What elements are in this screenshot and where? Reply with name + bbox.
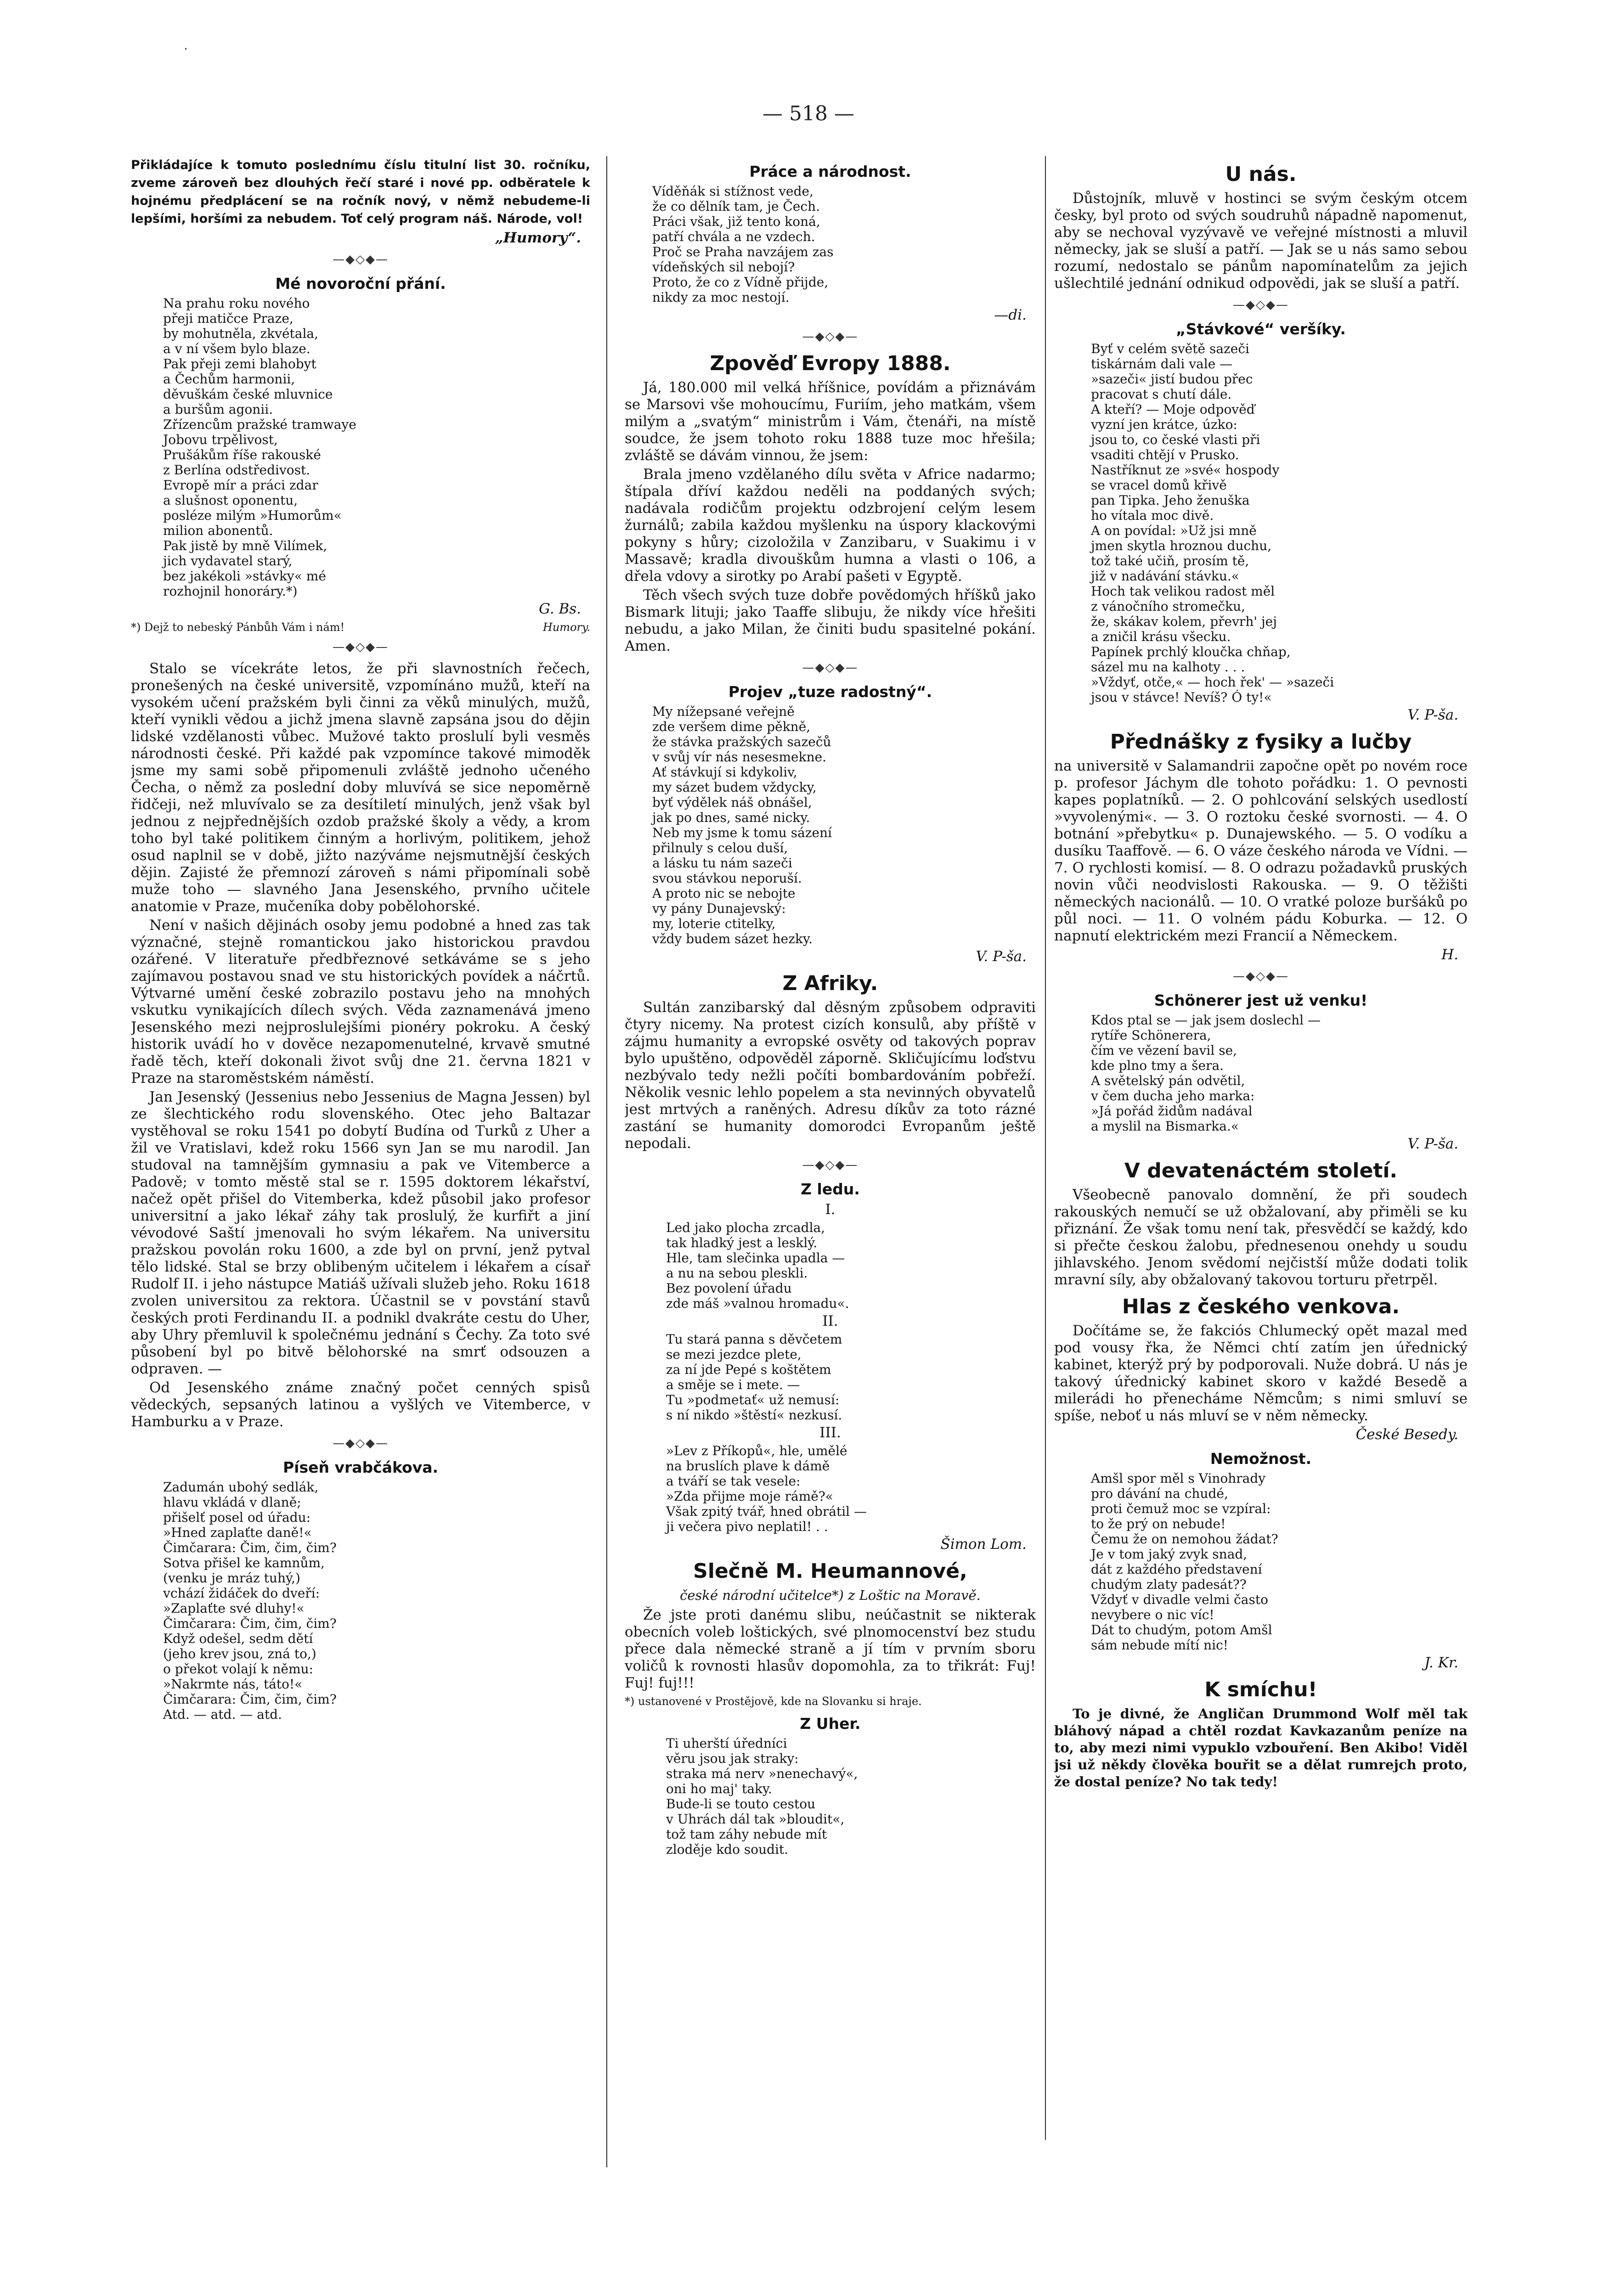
article-village: Dočítáme se, že fakciós Chlumecký opět mazal med pod vousy řka, že Němci chtí zatím jen úřednický kabinet, kterýž prý by podporovali. Nuže dobrá. U nás je takový úřednický kabinet skoro v každé Besedě a milerádi ho přenecháme Němcům; s nimi smluví se spíše, neboť u nás mluví se v něm německy. bbox=[1054, 1322, 1468, 1424]
poem-line: A světelský pán odvětil, bbox=[1091, 1073, 1245, 1088]
footnote: *) ustanovené v Prostějově, kde na Slovanku si hraje. bbox=[625, 1695, 922, 1708]
poem-line: již v nadávání stávku.« bbox=[1091, 568, 1239, 584]
article-laugh: To je divné, že Angličan Drummond Wolf měl tak bláhový nápad a chtěl rozdat Kavkazanům peníze na to, aby mezi nimi vypuklo vzbouření. Ben Akibo! Viděl jsi už někdy člověka bouřit se a dělat rumrejch proto, že dostal peníze? No tak tedy! bbox=[1054, 1706, 1468, 1790]
poem-line: vídeňských sil nebojí? bbox=[652, 259, 795, 275]
poem-line: Čemu že on nemohou žádat? bbox=[1091, 1531, 1278, 1547]
poem-line: Neb my jsme k tomu sázení bbox=[652, 825, 832, 840]
article-us: Důstojník, mluvě v hostinci se svým českým otcem česky, byl proto od svých soudruhů nápadně napomenut, aby se nechoval vyzývavě ve veřejné místnosti a mluvil německy, jak se sluší a patří. — Jak se u nás samo sebou rozumí, nedostalo se pánům napomínatelům za jejich ušlechtilé jednání odnikud odpovědi, jak se sluší a patří. bbox=[1054, 190, 1468, 292]
poem-line: z Berlína odstředivost. bbox=[163, 462, 311, 478]
poem-line: v Uhrách dál tak »bloudit«, bbox=[666, 1812, 845, 1827]
ornament-divider: —◆◇◆— bbox=[1233, 298, 1289, 312]
poem-line: a nu na sebou pleskli. bbox=[666, 1266, 808, 1281]
poem-line: Ať stávkují si kdykoliv, bbox=[652, 765, 797, 780]
poem-line: Čimčarara: Čim, čim, čim? bbox=[163, 1616, 337, 1631]
poem-line: patří chvála a ne vzdech. bbox=[652, 229, 815, 244]
poem-line: jak po dnes, samé nicky. bbox=[652, 810, 810, 825]
poem-line: tak hladký jest a lesklý. bbox=[666, 1235, 818, 1250]
poem-line: vchází židáček do dveří: bbox=[163, 1586, 320, 1601]
column-rule-right bbox=[1045, 156, 1046, 2140]
poem-line: přeji matičce Praze, bbox=[163, 311, 294, 326]
ornament-divider: —◆◇◆— bbox=[802, 1158, 858, 1172]
poem-line: bez jakékoli »stávky« mé bbox=[163, 568, 326, 584]
poem-line: »Nakrmte nás, táto!« bbox=[163, 1677, 303, 1692]
poem-line: A on povídal: »Už jsi mně bbox=[1091, 523, 1257, 538]
column-left bbox=[131, 156, 590, 2186]
poem-line: přišelť posel od úřadu: bbox=[163, 1510, 311, 1525]
poem-line: tož také učiň, prosím tě, bbox=[1091, 553, 1249, 568]
poem-hungary bbox=[666, 1736, 1036, 1857]
poem-line: Led jako plocha zrcadla, bbox=[666, 1220, 825, 1235]
poem-line: a tváří se tak vesele: bbox=[666, 1474, 801, 1489]
poem-line: hlavu vkládá v dlaně; bbox=[163, 1495, 301, 1510]
poem-ice-2 bbox=[666, 1332, 1036, 1423]
poem-line: zde veršem dime pěkně, bbox=[652, 719, 811, 734]
poem-line: Nastříknut ze »své« hospody bbox=[1091, 462, 1280, 478]
poem-line: a lásku tu nám sazeči bbox=[652, 855, 792, 871]
poem-signature: Šimon Lom. bbox=[940, 1536, 1027, 1553]
poem-new-year-wishes bbox=[163, 296, 590, 599]
article-title-hungary: Z Uher. bbox=[800, 1715, 861, 1733]
poem-line: Sotva přišel ke kamnům, bbox=[163, 1555, 325, 1570]
poem-line: s ní nikdo »štěstí« nezkusí. bbox=[666, 1407, 842, 1423]
poem-line: Hle, tam slečinka upadla — bbox=[666, 1250, 845, 1266]
poem-line: vyzní jen krátce, úzko: bbox=[1091, 417, 1237, 432]
article-title-new-year-wishes: Mé novoroční přání. bbox=[275, 275, 446, 293]
poem-ice-3 bbox=[666, 1443, 1036, 1534]
poem-line: byť výdělek náš obnášel, bbox=[652, 795, 812, 810]
footnote bbox=[131, 620, 590, 634]
article-title-ice: Z ledu. bbox=[801, 1180, 860, 1198]
article-title-sparrow-song: Píseň vrabčákova. bbox=[282, 1458, 439, 1476]
article-title-laugh: K smíchu! bbox=[1204, 1678, 1317, 1701]
poem-line: Na prahu roku nového bbox=[163, 296, 310, 311]
poem-line: věru jsou jak straky: bbox=[666, 1751, 799, 1766]
poem-line: »Zda přijme moje rámě?« bbox=[666, 1489, 833, 1504]
poem-line: pro dávání na chudé, bbox=[1091, 1486, 1228, 1501]
poem-line: to že prý on nebude! bbox=[1091, 1516, 1226, 1531]
poem-line: že stávka pražských sazečů bbox=[652, 734, 831, 749]
article-paragraph: Jan Jesenský (Jessenius nebo Jessenius de Magna Jessen) byl ze šlechtického rodu slovenského. Otec jeho Baltazar vystěhoval se roku 1541 po dobytí Budína od Turků z Uher a žil ve Vratislavi, kdež roku 1566 syn Jan se mu narodil. Jan studoval na tamnějším gymnasiu a pak ve Vitemberce a Padově; v tomto městě stal se r. 1595 doktorem lékařství, načež opět přišel do Vitemberka, kdež působil jako profesor universitní a jako lékař záhy tak proslulý, že kurfiřt a jiní vévodové Saští jmenovali ho svým lékařem. Na universitu pražskou povolán roku 1600, a zde byl on první, jenž pytval tělo lidské. Stal se brzy oblibeným učitelem i lékařem a císař Rudolf II. i jeho nástupce Matiáš užívali služeb jeho. Roku 1618 zvolen universitou za rektora. Účastnil se v povstání stavů českých proti Ferdinandu II. a podnikl dvakráte cestu do Uher, aby Uhry přemluvil k společnému jednání s Čechy. Za toto své působení byl po bitvě bělohorské na smrť odsouzen a odpraven. — bbox=[131, 1089, 590, 1377]
poem-line: pracovat s chutí dále. bbox=[1091, 387, 1232, 402]
poem-line: a myslil na Bismarka.« bbox=[1091, 1119, 1239, 1134]
poem-line: sázel mu na kalhoty . . . bbox=[1091, 659, 1245, 675]
section-number: III. bbox=[819, 1424, 841, 1441]
poem-line: My nížepsané veřejně bbox=[652, 704, 795, 719]
poem-line: rytíře Schönerera, bbox=[1091, 1028, 1211, 1043]
poem-line: Práci však, již tento koná, bbox=[652, 214, 820, 229]
poem-line: dát z každého představení bbox=[1091, 1562, 1262, 1577]
poem-line: Prušákům říše rakouské bbox=[163, 447, 321, 462]
poem-line: že co dělník tam, je Čech. bbox=[652, 199, 820, 214]
poem-line: Jobovu trpělivost, bbox=[163, 432, 278, 447]
poem-line: Když odešel, sedm dětí bbox=[163, 1631, 313, 1646]
ornament-divider: —◆◇◆— bbox=[802, 330, 858, 343]
article-title-century: V devatenáctém století. bbox=[1124, 1159, 1398, 1182]
poem-line: Bude-li se touto cestou bbox=[666, 1796, 816, 1812]
article-title-confession: Zpověď Evropy 1888. bbox=[710, 352, 951, 375]
poem-line: »Lev z Příkopů«, hle, umělé bbox=[666, 1443, 847, 1458]
ornament-divider: —◆◇◆— bbox=[1233, 969, 1289, 983]
article-paragraph: Brala jmeno vzdělaného dílu světa v Africe nadarmo; štípala dříví každou neděli na poddaných svých; nadávala rodičům projektu odzbrojení celým lesem žurnálů; zabila každou myšlenku na úspory klackovými pokyny s hůry; cizoložila v Zanzibaru, v Suakimu i v Massavě; kradla divouškům humna a vlasti o 106, a dřela vdovy a sirotky po Arabí pašeti v Egyptě. bbox=[625, 466, 1036, 585]
ornament-divider: —◆◇◆— bbox=[802, 661, 858, 675]
poem-signature: —di. bbox=[994, 307, 1027, 323]
poem-line: Vždyť v divadle velmi často bbox=[1091, 1592, 1268, 1607]
poem-line: my sázet budem vždycky, bbox=[652, 780, 817, 795]
poem-line: rozhojnil honoráry.*) bbox=[163, 584, 298, 599]
section-number: II. bbox=[822, 1313, 838, 1329]
poem-line: Atd. — atd. — atd. bbox=[163, 1707, 282, 1722]
article-century: Všeobecně panovalo domnění, že při soudech rakouských nemučí se už obžalovaní, aby přiměli se ku přiznání. Že však tomu není tak, přesvědčí se každý, kdo si přečte českou žalobu, přednesenou onehdy u soudu jihlavského. Jenom svědomí nejčistší může dodati tolik mravní síly, aby obžalovaný takovou torturu přetrpěl. bbox=[1054, 1187, 1468, 1288]
ornament-divider: —◆◇◆— bbox=[333, 253, 389, 266]
article-title-impossibility: Nemožnost. bbox=[1210, 1450, 1312, 1468]
poem-line: milion abonentů. bbox=[163, 523, 273, 538]
poem-line: Byť v celém světě sazeči bbox=[1091, 341, 1249, 356]
poem-line: vsaditi chtějí v Prusko. bbox=[1091, 447, 1239, 462]
article-paragraph: Není v našich dějinách osoby jemu podobné a hned zas tak význačné, stejně romantickou jako historickou pravdou ozářené. V literatuře předbřeznové setkáváme se s jeho zajímavou postavou snad ve stu historických povídek a náčrtů. Výtvarné umění české zobrazilo postavu jeho na mnohých vskutku vynikajících dílech svých. Věda zaznamenává jmeno Jesenského mezi nejproslulejšími pionéry pokroku. A český historik uvádí ho v dověce nezapomenutelné, krvavě smutné řadě těch, kteří dokonali život svůj dne 21. června 1821 v Praze na staroměstském náměstí. bbox=[131, 917, 590, 1086]
poem-line: chudým zlaty padesát?? bbox=[1091, 1577, 1247, 1592]
poem-line: zde máš »valnou hromadu«. bbox=[666, 1296, 849, 1311]
poem-signature: G. Bs. bbox=[539, 601, 581, 617]
poem-ice-1 bbox=[666, 1220, 1036, 1311]
poem-line: ji večera pivo neplatil! . . bbox=[666, 1519, 828, 1534]
poem-line: (venku je mráz tuhý,) bbox=[163, 1570, 300, 1586]
poem-line: Čimčarara: Čim, čim, čim? bbox=[163, 1692, 337, 1707]
poem-line: a slušnost oponentu, bbox=[163, 493, 298, 508]
poem-line: jsou v stávce! Nevíš? Ó ty!« bbox=[1091, 690, 1272, 705]
poem-line: vy pány Dunajevský: bbox=[652, 901, 786, 916]
poem-line: A proto nic se nebojte bbox=[652, 886, 796, 901]
poem-line: přilnuly s celou duší, bbox=[652, 840, 788, 855]
poem-line: Bez povolení úřadu bbox=[666, 1281, 792, 1296]
footnote-source: Humory. bbox=[542, 621, 590, 634]
column-middle bbox=[625, 156, 1036, 2167]
poem-line: Zřízencům pražské tramwaye bbox=[163, 417, 356, 432]
poem-strike bbox=[1091, 341, 1468, 705]
poem-line: (jeho krev jsou, zná to,) bbox=[163, 1646, 316, 1661]
article-africa: Sultán zanzibarský dal děsným způsobem odpraviti čtyry nicemy. Na protest cizích konsulů, aby příště v zájmu humanity a evropské osvěty od takových poprav bylo upuštěno, odpověděl záporně. Skličujícímu loďstvu nezbývalo tedy nežli počíti bombardováním pobřeží. Několik vesnic lehlo popelem a sta nevinných obyvatelů jest mrtvých a raněných. Adresu díkův za toto rázné zastání se humanity domorodci Evropanům ještě nepodali. bbox=[625, 999, 1036, 1152]
poem-line: Čimčarara: Čim, čim, čim? bbox=[163, 1540, 337, 1555]
poem-line: A kteří? — Moje odpověď bbox=[1091, 402, 1255, 417]
poem-line: Proč se Praha navzájem zas bbox=[652, 244, 834, 259]
poem-work bbox=[652, 184, 1036, 305]
poem-line: oni ho maj' taky. bbox=[666, 1781, 772, 1796]
page-number: — 518 — bbox=[762, 102, 854, 125]
poem-signature: J. Kr. bbox=[1424, 1654, 1458, 1671]
poem-line: Evropě mír a práci zdar bbox=[163, 478, 318, 493]
poem-line: jmen skytla hroznou duchu, bbox=[1091, 538, 1272, 553]
poem-line: vždy budem sázet hezky. bbox=[652, 931, 813, 946]
poem-line: za ní jde Pepé s koštětem bbox=[666, 1362, 831, 1377]
article-confession bbox=[625, 379, 1036, 655]
article-paragraph: Od Jesenského známe značný počet cenných spisů vědeckých, sepsaných latinou a vyšlých ve Vitemberce, v Hamburku a v Praze. bbox=[131, 1379, 590, 1430]
poem-line: Víděňák si stížnost vede, bbox=[652, 184, 814, 199]
poem-line: nevybere o nic víc! bbox=[1091, 1607, 1214, 1622]
poem-signature: V. P-ša. bbox=[1407, 707, 1458, 723]
poem-line: by mohutněla, zkvétala, bbox=[163, 326, 319, 341]
article-signature: České Besedy. bbox=[1355, 1426, 1458, 1443]
poem-line: a směje se i mete. — bbox=[666, 1377, 800, 1392]
poem-line: tiskárnám dali vale — bbox=[1091, 356, 1233, 371]
column-right bbox=[1054, 156, 1468, 2122]
page-speck-icon: · bbox=[184, 41, 188, 56]
article-physics: na universitě v Salamandrii započne opět po novém roce p. profesor Jáchym dle tohoto pořádku: 1. O pevnosti kapes poplatníků. — 2. O pohlcování selských usedlostí »vyvolenými«. — 3. O roztoku české svornosti. — 4. O botnání »přebytku« p. Dunajewského. — 5. O vodíku a dusíku Taaffově. — 6. O váze českého národa ve Vídni. — 7. O rychlosti komisí. — 8. O odrazu požadavků pruských novin vůči neodvislosti Rakouska. — 9. O těžišti německých nacionálů. — 10. O vratké poloze buršáků po půl noci. — 11. O volném pádu Koburka. — 12. O napnutí elektrickém mezi Francií a Německem. bbox=[1054, 758, 1468, 944]
poem-line: Kdos ptal se — jak jsem doslechl — bbox=[1091, 1013, 1321, 1028]
article-paragraph: Těch všech svých tuze dobře povědomých hříšků jako Bismark lituji; jako Taaffe slibuju, že nikdy více hřešiti nebudu, a jako Milan, že činiti budu spasitelné pokání. Amen. bbox=[625, 587, 1036, 654]
poem-line: Pak jistě by mně Vilímek, bbox=[163, 538, 328, 553]
article-jesensky bbox=[131, 660, 590, 1430]
poem-signature: V. P-ša. bbox=[976, 948, 1027, 965]
poem-line: nikdy za moc nestojí. bbox=[652, 290, 790, 305]
article-title-africa: Z Afriky. bbox=[782, 972, 878, 995]
poem-line: z vánočního stromečku, bbox=[1091, 599, 1246, 614]
article-title-miss: Slečně M. Heumannové, bbox=[693, 1559, 967, 1583]
poem-line: »Vždyť, otče,« — hoch řek' — »sazeči bbox=[1091, 675, 1334, 690]
poem-joyful bbox=[652, 704, 1036, 946]
article-title-us: U nás. bbox=[1225, 163, 1297, 186]
poem-line: »sazeči« jistí budou přec bbox=[1091, 371, 1253, 387]
poem-line: posléze milým »Humorům« bbox=[163, 508, 342, 523]
article-title-work: Práce a národnost. bbox=[749, 163, 911, 180]
poem-line: ho vítala moc divě. bbox=[1091, 508, 1214, 523]
article-title-joyful: Projev „tuze radostný“. bbox=[728, 683, 932, 701]
article-title-schonerer: Schönerer jest už venku! bbox=[1154, 991, 1368, 1009]
poem-line: »Zaplaťte své dluhy!« bbox=[163, 1601, 305, 1616]
poem-line: Ti uherští úředníci bbox=[666, 1736, 787, 1751]
poem-line: Tu »podmetať« už nemusí: bbox=[666, 1392, 840, 1407]
poem-line: a buršům agonii. bbox=[163, 402, 273, 417]
poem-sparrow-song bbox=[163, 1480, 590, 1722]
poem-line: »Já pořád židům nadával bbox=[1091, 1103, 1253, 1119]
poem-line: Tu stará panna s děvčetem bbox=[666, 1332, 842, 1347]
poem-line: se vracel domů křivě bbox=[1091, 478, 1227, 493]
poem-line: že, skákav kolem, převrh' jej bbox=[1091, 614, 1277, 629]
poem-line: Pak přeji zemi blahobyt bbox=[163, 356, 316, 371]
article-paragraph: Stalo se vícekráte letos, že při slavnostních řečech, pronešených na české universitě, vzpomínáno mužů, kteří na vysokém učení pražském byli činni za věků minulých, mužů, kteří vynikli vědou a jichž jmena slavně zapsána jsou do dějin lidské vzdělanosti vůbec. Mužové takto proslulí byli vesměs národnosti české. Při každé pak vzpomínce takové mimoděk jsme my sami sobě připomenuli zvláště jednoho učeného Čecha, o němž za poslední doby mluvívá se sice nepoměrně řidčeji, než mluvívalo se za desítiletí minulých, jenž však byl jednou z nejpřednějších ozdob pražské školy a vědy, a krom toho byl také politikem činným a horlivým, politikem, jehož osud naplnil se v době, jižto nazýváme nejsmutnější českých dějin. Zajisté že přemnozí zároveň s námi připomínali sobě muže toho — slavného Jana Jesenského, prvního učitele anatomie v Praze, mučeníka doby pobělohorské. bbox=[131, 660, 590, 915]
poem-line: v čem ducha jeho marka: bbox=[1091, 1088, 1255, 1103]
poem-line: my, loterie ctitelky, bbox=[652, 916, 776, 931]
ornament-divider: —◆◇◆— bbox=[333, 1436, 389, 1450]
poem-line: svou stávkou neporuší. bbox=[652, 871, 802, 886]
poem-line: Proto, že co z Vídně přijde, bbox=[652, 275, 829, 290]
poem-line: a Čechům harmonii, bbox=[163, 371, 295, 387]
poem-line: straka má nerv »nenechavý«, bbox=[666, 1766, 858, 1781]
poem-line: Je v tom jaký zvyk snad, bbox=[1091, 1547, 1248, 1562]
subscription-signature: „Humory“. bbox=[495, 230, 581, 246]
poem-line: děvuškám české mluvnice bbox=[163, 387, 333, 402]
poem-line: v svůj vír nás nesesmekne. bbox=[652, 749, 827, 765]
poem-line: Papínek prchlý kloučka chňap, bbox=[1091, 644, 1291, 659]
footnote-text: *) Dejž to nebeský Pánbůh Vám i nám! bbox=[131, 621, 345, 634]
poem-signature: V. P-ša. bbox=[1407, 1136, 1458, 1152]
article-title-strike: „Stávkové“ veršíky. bbox=[1176, 320, 1346, 338]
poem-line: jsou to, co české vlasti při bbox=[1091, 432, 1260, 447]
poem-schonerer bbox=[1091, 1013, 1468, 1134]
poem-line: se mezi jezdce plete, bbox=[666, 1347, 802, 1362]
poem-impossibility bbox=[1091, 1471, 1468, 1653]
article-miss: Že jste proti danému slibu, neúčastnit se nikterak obecních voleb loštických, své plnomocenství bez studu přece dala německé straně a jí tím v prvním sboru voličů k rovnosti hlasův dopomohla, za to třikrát: Fuj! Fuj! fuj!!! bbox=[625, 1607, 1036, 1691]
poem-line: »Hned zaplaťte daně!« bbox=[163, 1525, 312, 1540]
poem-line: jich vydavatel starý, bbox=[163, 553, 293, 568]
poem-line: zloděje kdo soudit. bbox=[666, 1842, 789, 1857]
subscription-notice: Přikládajíce k tomuto poslednímu číslu titulní list 30. ročníku, zveme zároveň bez dlouhých řečí staré i nové pp. odběratele k hojnému předplácení se na ročník nový, v němž nebudeme-li lepšími, horšími za nebudem. Toť celý program náš. Národe, vol! bbox=[131, 158, 590, 226]
poem-line: Hoch tak velikou radost měl bbox=[1091, 584, 1275, 599]
poem-line: Amšl spor měl s Vinohrady bbox=[1091, 1471, 1266, 1486]
article-paragraph: Já, 180.000 mil velká hříšnice, povídám a přiznávám se Marsovi vše mohoucímu, Furiím, jeho matkám, všem milým a „svatým“ ministrům i Vám, čtenáři, na místě soudce, že jsem tohoto roku 1888 tuze moc hřešila; zvláště se dávám vinnou, že jsem: bbox=[625, 379, 1036, 464]
column-rule-left bbox=[606, 156, 607, 2167]
poem-line: pan Tipka. Jeho ženuška bbox=[1091, 493, 1250, 508]
poem-line: na bruslích plave k dámě bbox=[666, 1458, 830, 1474]
poem-line: sám nebude mítí nic! bbox=[1091, 1638, 1229, 1653]
poem-line: Zadumán ubohý sedlák, bbox=[163, 1480, 319, 1495]
poem-line: o překot volají k němu: bbox=[163, 1661, 313, 1677]
poem-line: Však zpitý tvář, hned obrátil — bbox=[666, 1504, 867, 1519]
article-subtitle: české národní učitelce*) z Loštic na Moravě. bbox=[680, 1587, 981, 1603]
ornament-divider: —◆◇◆— bbox=[333, 640, 389, 654]
poem-line: proti čemuž moc se vzpíral: bbox=[1091, 1501, 1271, 1516]
poem-line: a v ní všem bylo blaze. bbox=[163, 341, 311, 356]
article-title-village: Hlas z českého venkova. bbox=[1122, 1295, 1400, 1318]
section-number: I. bbox=[825, 1201, 836, 1218]
article-title-physics: Přednášky z fysiky a lučby bbox=[1110, 730, 1412, 754]
poem-line: a zničil krásu všecku. bbox=[1091, 629, 1231, 644]
poem-line: kde plno tmy a šera. bbox=[1091, 1058, 1224, 1073]
poem-line: tož tam záhy nebude mít bbox=[666, 1827, 827, 1842]
article-signature: H. bbox=[1441, 946, 1458, 963]
poem-line: čím ve vězení bavil se, bbox=[1091, 1043, 1237, 1058]
poem-line: Dát to chudým, potom Amšl bbox=[1091, 1622, 1272, 1638]
